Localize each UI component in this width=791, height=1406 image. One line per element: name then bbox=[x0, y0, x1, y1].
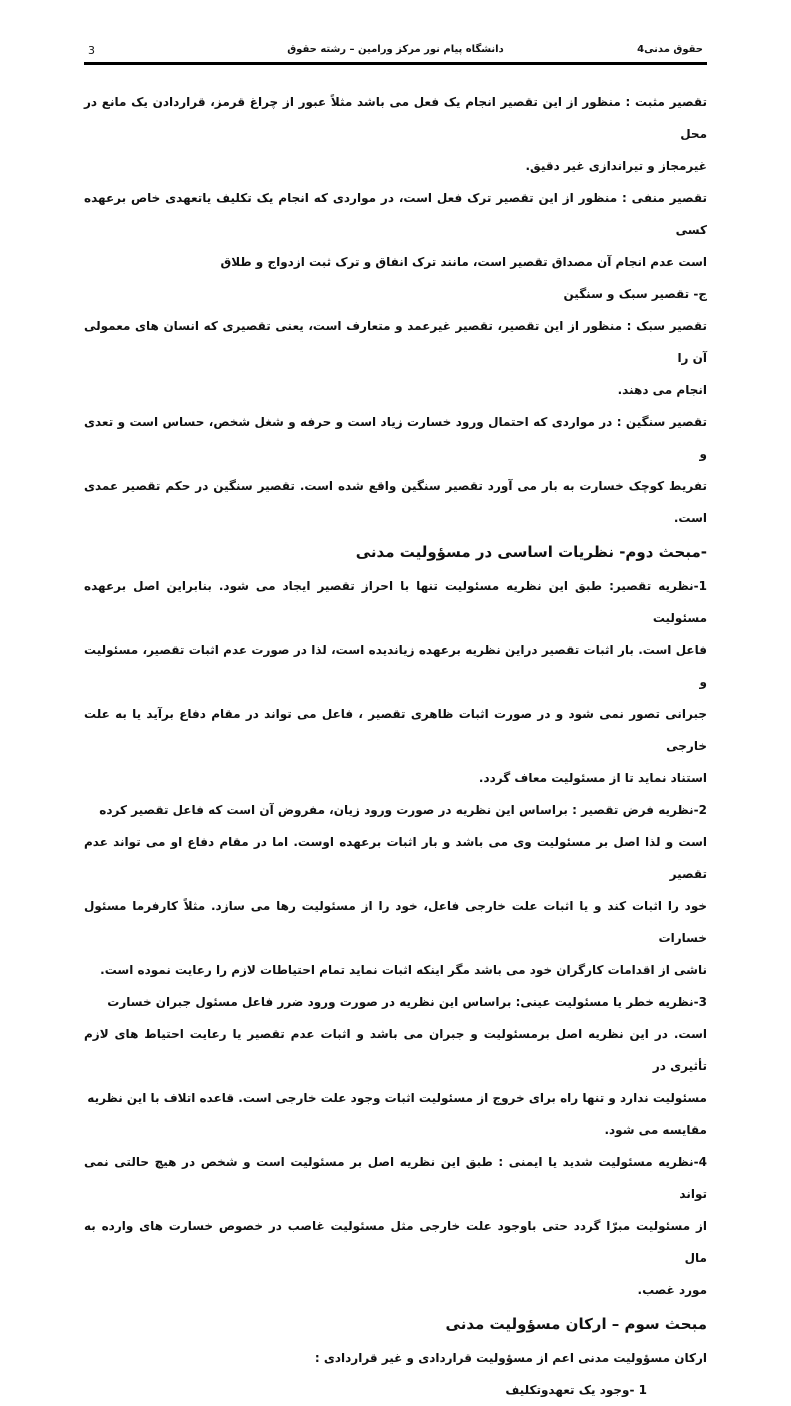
page-number: 3 bbox=[88, 44, 95, 57]
paragraph-line: مورد غصب. bbox=[637, 1283, 707, 1297]
paragraph-line: خود را اثبات کند و یا اثبات علت خارجی فاعل، خود را از مسئولیت رها می سازد. مثلاً کارفرما مسئول خسارات bbox=[84, 899, 707, 945]
paragraph-line: مسئولیت ندارد و تنها راه برای خروج از مسئولیت اثبات وجود علت خارجی است. قاعده اتلاف با این نظریه bbox=[87, 1091, 707, 1105]
paragraph-line: است عدم انجام آن مصداق تقصیر است، مانند ترک انفاق و ترک ثبت ازدواج و طلاق bbox=[220, 255, 707, 269]
subheading: ج- تقصیر سبک و سنگین bbox=[563, 287, 707, 301]
paragraph-line: جبرانی تصور نمی شود و در صورت اثبات ظاهری تقصیر ، فاعل می تواند در مقام دفاع برآید یا به علت خارجی bbox=[84, 707, 707, 753]
section-heading-3: مبحث سوم – ارکان مسؤولیت مدنی bbox=[445, 1315, 707, 1333]
header-course: حقوق مدنی4 bbox=[637, 44, 703, 55]
paragraph-line: 1-نظریه تقصیر: طبق این نظریه مسئولیت تنها با احراز تقصیر ایجاد می شود. بنابراین اصل برعهده مسئولیت bbox=[84, 579, 707, 625]
paragraph-line: 2-نظریه فرض تقصیر : براساس این نظریه در صورت ورود زیان، مفروض آن است که فاعل تقصیر کرده bbox=[99, 803, 707, 817]
paragraph-line: استناد نماید تا از مسئولیت معاف گردد. bbox=[478, 771, 707, 785]
paragraph-line: تقصیر منفی : منظور از این تقصیر ترک فعل است، در مواردی که انجام یک تکلیف یاتعهدی خاص برعهده کسی bbox=[84, 191, 707, 237]
paragraph-line: فاعل است. بار اثبات تقصیر دراین نظریه برعهده زیاندیده است، لذا در صورت عدم اثبات تقصیر، مسئولیت و bbox=[84, 643, 707, 689]
paragraph-line: ارکان مسؤولیت مدنی اعم از مسؤولیت قراردادی و غیر قراردادی : bbox=[314, 1351, 707, 1365]
list-item: 1 -وجود یک تعهدوتکلیف bbox=[505, 1383, 647, 1397]
paragraph-line: تقصیر مثبت : منظور از این تقصیر انجام یک فعل می باشد مثلاً عبور از چراغ قرمز، قراردادن یک مانع در محل bbox=[84, 95, 707, 141]
paragraph-line: انجام می دهند. bbox=[617, 383, 707, 397]
paragraph-line: است و لذا اصل بر مسئولیت وی می باشد و بار اثبات برعهده اوست. اما در مقام دفاع او می تواند عدم تقصیر bbox=[84, 835, 707, 881]
paragraph-line: ناشی از اقدامات کارگران خود می باشد مگر اینکه اثبات نماید تمام احتیاطات لازم را رعایت نموده است. bbox=[100, 963, 707, 977]
section-heading-2: -مبحث دوم- نظریات اساسی در مسؤولیت مدنی bbox=[355, 543, 707, 561]
page-header bbox=[84, 40, 707, 60]
paragraph-line: 4-نظریه مسئولیت شدید یا ایمنی : طبق این نظریه اصل بر مسئولیت است و شخص در هیچ حالتی نمی تواند bbox=[84, 1155, 707, 1201]
paragraph-line: غیرمجاز و تیراندازی غیر دقیق. bbox=[525, 159, 707, 173]
paragraph-line: تقصیر سنگین : در مواردی که احتمال ورود خسارت زیاد است و حرفه و شغل شخص، حساس است و تعدی و bbox=[84, 415, 707, 461]
document-body bbox=[84, 86, 707, 1406]
paragraph-line: تفریط کوچک خسارت به بار می آورد تقصیر سنگین واقع شده است. تقصیر سنگین در حکم تقصیر عمدی است. bbox=[84, 479, 707, 525]
paragraph-line: است. در این نظریه اصل برمسئولیت و جبران می باشد و اثبات عدم تقصیر یا رعایت احتیاط های لازم تأثیری در bbox=[84, 1027, 707, 1073]
header-rule bbox=[84, 62, 707, 65]
paragraph-line: تقصیر سبک : منظور از این تقصیر، تقصیر غیرعمد و متعارف است، یعنی تقصیری که انسان های معمولی آن را bbox=[84, 319, 707, 365]
paragraph-line: 3-نظریه خطر یا مسئولیت عینی: براساس این نظریه در صورت ورود ضرر فاعل مسئول جبران خسارت bbox=[107, 995, 707, 1009]
paragraph-line: از مسئولیت مبرّا گردد حتی باوجود علت خارجی مثل مسئولیت غاصب در خصوص خسارت های وارده به مال bbox=[84, 1219, 707, 1265]
header-university: دانشگاه پیام نور مرکز ورامین – رشته حقوق bbox=[287, 44, 504, 55]
paragraph-line: مقایسه می شود. bbox=[604, 1123, 707, 1137]
